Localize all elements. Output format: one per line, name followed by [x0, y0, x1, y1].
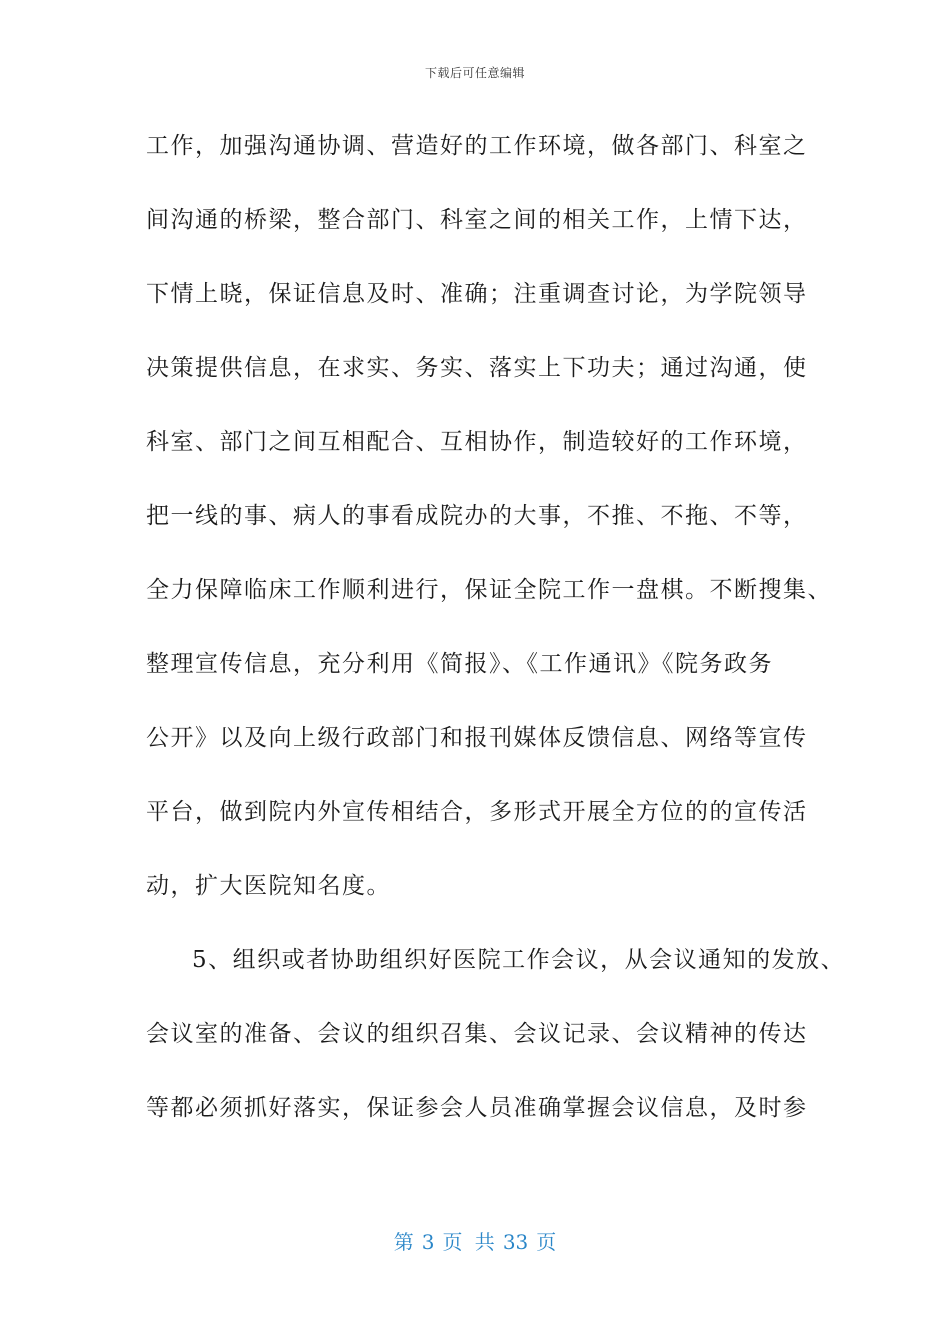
body-line: 平台，做到院内外宣传相结合，多形式开展全方位的的宣传活 — [146, 799, 808, 825]
body-line: 全力保障临床工作顺利进行，保证全院工作一盘棋。不断搜集、 — [146, 577, 832, 603]
body-line: 科室、部门之间互相配合、互相协作，制造较好的工作环境， — [146, 429, 808, 455]
body-line: 把一线的事、病人的事看成院办的大事，不推、不拖、不等， — [146, 503, 808, 529]
body-line: 整理宣传信息，充分利用《简报》、《工作通讯》《院务政务 — [146, 651, 773, 677]
body-line: 决策提供信息，在求实、务实、落实上下功夫；通过沟通，使 — [146, 355, 808, 381]
page-header: 下载后可任意编辑 — [424, 66, 525, 80]
body-line: 会议室的准备、会议的组织召集、会议记录、会议精神的传达 — [146, 1021, 808, 1047]
footer-total-pages: 33 — [502, 1230, 529, 1254]
body-line: 等都必须抓好落实，保证参会人员准确掌握会议信息，及时参 — [146, 1095, 808, 1121]
footer-current-page: 3 — [421, 1230, 435, 1254]
footer-suffix: 页 — [536, 1230, 557, 1254]
page-footer — [0, 1226, 950, 1255]
body-line: 公开》以及向上级行政部门和报刊媒体反馈信息、网络等宣传 — [146, 725, 808, 751]
body-line: 间沟通的桥梁，整合部门、科室之间的相关工作，上情下达， — [146, 207, 808, 233]
body-line: 下情上晓，保证信息及时、准确；注重调查讨论，为学院领导 — [146, 281, 808, 307]
footer-prefix: 第 — [393, 1230, 414, 1254]
footer-mid: 页 共 — [442, 1230, 495, 1254]
body-line: 工作，加强沟通协调、营造好的工作环境，做各部门、科室之 — [146, 133, 808, 159]
body-line: 动，扩大医院知名度。 — [146, 873, 391, 899]
body-line-paragraph-start: 5、组织或者协助组织好医院工作会议，从会议通知的发放、 — [192, 947, 846, 973]
document-body — [146, 126, 846, 1162]
